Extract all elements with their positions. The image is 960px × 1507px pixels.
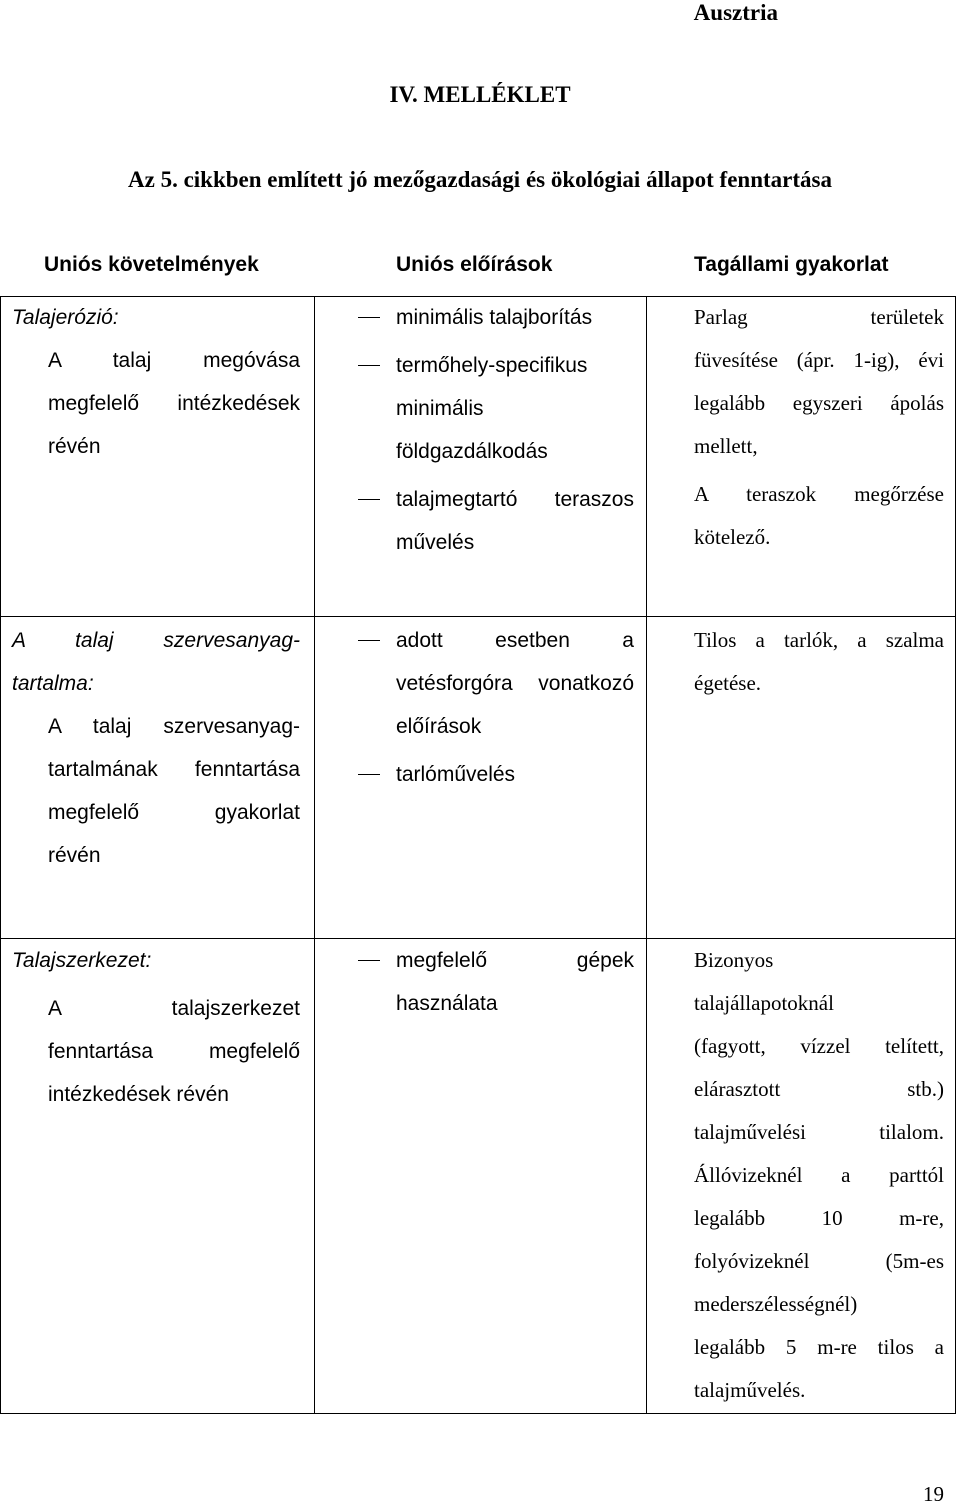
- practice-line: legalább egyszeri ápolás: [694, 391, 944, 415]
- requirement-line: révén: [48, 844, 101, 867]
- requirement-line: megfelelő intézkedések: [48, 392, 300, 415]
- table-row-erosion-rules: [358, 296, 634, 564]
- rule-item: [358, 619, 634, 748]
- rule-line: minimális talajborítás: [396, 306, 593, 329]
- practice-line: (fagyott, vízzel telített,: [694, 1034, 944, 1058]
- table-row-erosion-requirement: [12, 296, 300, 468]
- annex-title: IV. MELLÉKLET: [389, 82, 571, 107]
- dash-bullet-icon: [358, 640, 380, 641]
- practice-line: Bizonyos: [694, 948, 774, 972]
- requirement-title: Talajerózió:: [12, 306, 119, 329]
- practice-line: talajművelési tilalom.: [694, 1120, 944, 1144]
- practice-line: Tilos a tarlók, a szalma: [694, 628, 944, 652]
- practice-line: Állóvizeknél a parttól: [694, 1163, 944, 1187]
- table-row-organic-requirement: [12, 619, 300, 877]
- requirement-line: A talaj szervesanyag-: [48, 715, 300, 738]
- requirement-line: révén: [48, 435, 101, 458]
- rule-item: [358, 753, 634, 796]
- table-divider-2: [646, 296, 647, 1414]
- rule-line: művelés: [396, 531, 475, 554]
- rule-line: termőhely-specifikus: [396, 354, 588, 377]
- rule-line: adott esetben a: [396, 629, 634, 652]
- dash-bullet-icon: [358, 317, 380, 318]
- table-border-left: [0, 296, 1, 1414]
- rule-line: megfelelő gépek: [396, 949, 634, 972]
- practice-line: elárasztott stb.): [694, 1077, 944, 1101]
- country-name: Ausztria: [693, 0, 778, 25]
- practice-line: mederszélességnél): [694, 1292, 858, 1316]
- table-row-organic-practice: [694, 619, 944, 705]
- rule-line: használata: [396, 992, 498, 1015]
- practice-line: legalább 5 m-re tilos a: [694, 1335, 944, 1359]
- requirement-line: tartalmának fenntartása: [48, 758, 300, 781]
- requirement-line: A talajszerkezet: [48, 997, 300, 1020]
- rule-item: [358, 478, 634, 564]
- table-row-organic-rules: [358, 619, 634, 796]
- practice-line: talajállapotoknál: [694, 991, 834, 1015]
- practice-line: mellett,: [694, 434, 758, 458]
- document-subtitle: Az 5. cikkben említett jó mezőgazdasági és ökológiai állapot fenntartása: [128, 167, 832, 192]
- table-row-structure-rules: [358, 939, 634, 1025]
- column-header-rules: Uniós előírások: [396, 253, 553, 276]
- practice-line: Parlag területek: [694, 305, 944, 329]
- table-divider-1: [314, 296, 315, 1414]
- rule-item: [358, 344, 634, 473]
- rule-item: [358, 296, 634, 339]
- practice-line: talajművelés.: [694, 1378, 806, 1402]
- page-number: 19: [923, 1482, 944, 1506]
- requirement-line: fenntartása megfelelő: [48, 1040, 300, 1063]
- column-header-requirements: Uniós követelmények: [44, 253, 259, 276]
- rule-line: tarlóművelés: [396, 763, 516, 786]
- practice-line: folyóvizeknél (5m-es: [694, 1249, 944, 1273]
- dash-bullet-icon: [358, 774, 380, 775]
- column-header-practice: Tagállami gyakorlat: [694, 253, 889, 276]
- rule-line: előírások: [396, 715, 482, 738]
- requirement-line: megfelelő gyakorlat: [48, 801, 300, 824]
- table-row-structure-practice: [694, 939, 944, 1412]
- rule-item: [358, 939, 634, 1025]
- rule-line: földgazdálkodás: [396, 440, 548, 463]
- practice-line: égetése.: [694, 671, 762, 695]
- practice-line: legalább 10 m-re,: [694, 1206, 944, 1230]
- table-row-erosion-practice: [694, 296, 944, 559]
- table-row-structure-requirement: [12, 939, 300, 1116]
- requirement-title: A talaj szervesanyag-: [12, 629, 300, 652]
- row-divider-1: [0, 616, 956, 617]
- requirement-title: Talajszerkezet:: [12, 949, 152, 972]
- practice-line: kötelező.: [694, 525, 771, 549]
- rule-line: minimális: [396, 397, 484, 420]
- rule-line: talajmegtartó teraszos: [396, 488, 634, 511]
- dash-bullet-icon: [358, 365, 380, 366]
- rule-line: vetésforgóra vonatkozó: [396, 672, 634, 695]
- practice-line: A teraszok megőrzése: [694, 482, 944, 506]
- dash-bullet-icon: [358, 960, 380, 961]
- requirement-line: intézkedések révén: [48, 1083, 229, 1106]
- requirement-title: tartalma:: [12, 672, 94, 695]
- requirement-line: A talaj megóvása: [48, 349, 300, 372]
- practice-line: füvesítése (ápr. 1-ig), évi: [694, 348, 944, 372]
- dash-bullet-icon: [358, 499, 380, 500]
